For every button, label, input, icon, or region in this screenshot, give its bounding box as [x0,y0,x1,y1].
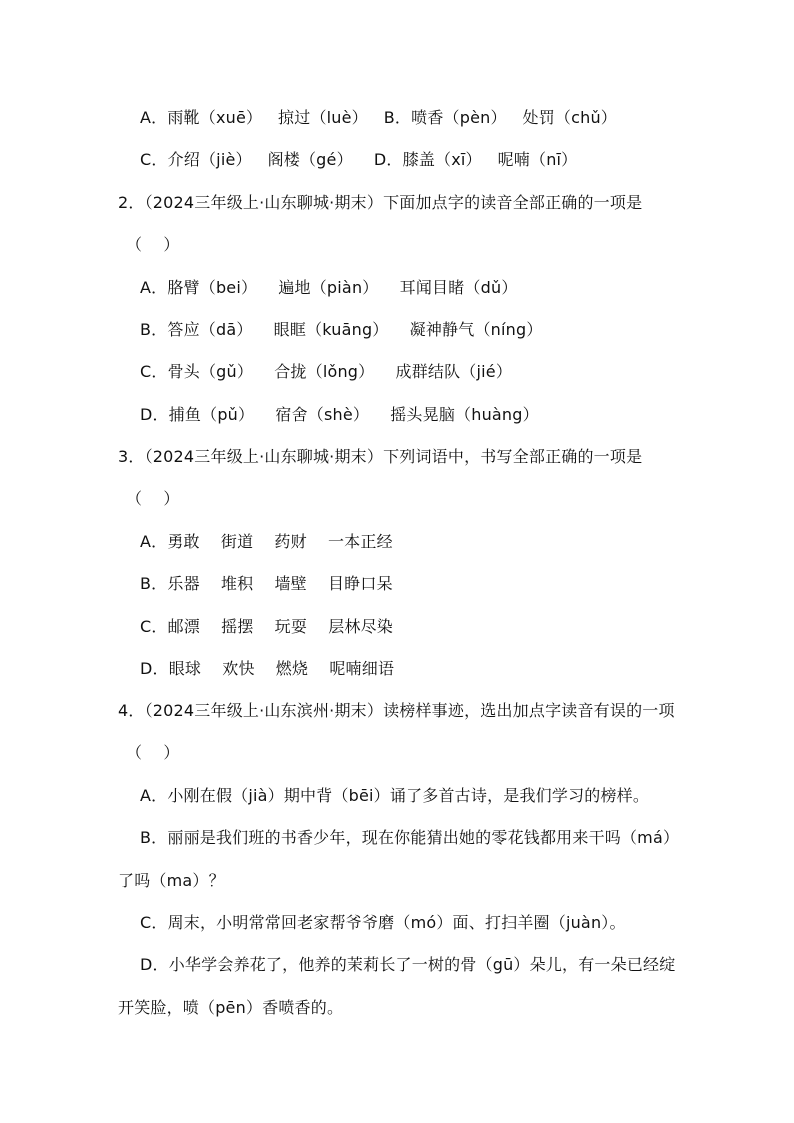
question-4-option-d-line1: D．小华学会养花了，他养的茉莉长了一树的骨（gū）朵儿，有一朵已经绽 [140,955,676,974]
question-2-answer-blank: （ ） [126,235,180,254]
question-4-answer-blank: （ ） [126,743,180,762]
question-4-stem: 4．（2024三年级上·山东滨州·期末）读榜样事迹，选出加点字读音有误的一项 [118,701,675,720]
question-2-option-a: A．胳臂（bei） 遍地（piàn） 耳闻目睹（dǔ） [140,278,518,297]
question-4-option-a: A．小刚在假（jià）期中背（bēi）诵了多首古诗，是我们学习的榜样。 [140,786,650,805]
question-3-stem: 3．（2024三年级上·山东聊城·期末）下列词语中，书写全部正确的一项是 [118,447,643,466]
question-3-option-b: B．乐器 堆积 墙壁 目睁口呆 [140,574,393,593]
q1-options-a-b: A．雨靴（xuē） 掠过（luè） B．喷香（pèn） 处罚（chǔ） [140,108,617,127]
question-4-option-b-line1: B．丽丽是我们班的书香少年，现在你能猜出她的零花钱都用来干吗（má） [140,828,680,847]
question-2-option-b: B．答应（dā） 眼眶（kuāng） 凝神静气（níng） [140,320,543,339]
question-3-option-d: D．眼球 欢快 燃烧 呢喃细语 [140,659,395,678]
question-2-option-c: C．骨头（gǔ） 合拢（lǒng） 成群结队（jié） [140,362,513,381]
question-3-option-c: C．邮漂 摇摆 玩耍 层林尽染 [140,617,394,636]
question-2-option-d: D．捕鱼（pǔ） 宿舍（shè） 摇头晃脑（huàng） [140,405,539,424]
q1-options-c-d: C．介绍（jiè） 阁楼（gé） D．膝盖（xī） 呢喃（nī） [140,150,578,169]
question-4-option-c: C．周末，小明常常回老家帮爷爷磨（mó）面、打扫羊圈（juàn）。 [140,913,626,932]
question-3-option-a: A．勇敢 街道 药财 一本正经 [140,532,393,551]
question-2-stem: 2．（2024三年级上·山东聊城·期末）下面加点字的读音全部正确的一项是 [118,193,643,212]
question-4-option-d-line2: 开笑脸，喷（pēn）香喷香的。 [118,998,344,1017]
question-4-option-b-line2: 了吗（ma）？ [118,871,225,890]
question-3-answer-blank: （ ） [126,489,180,508]
